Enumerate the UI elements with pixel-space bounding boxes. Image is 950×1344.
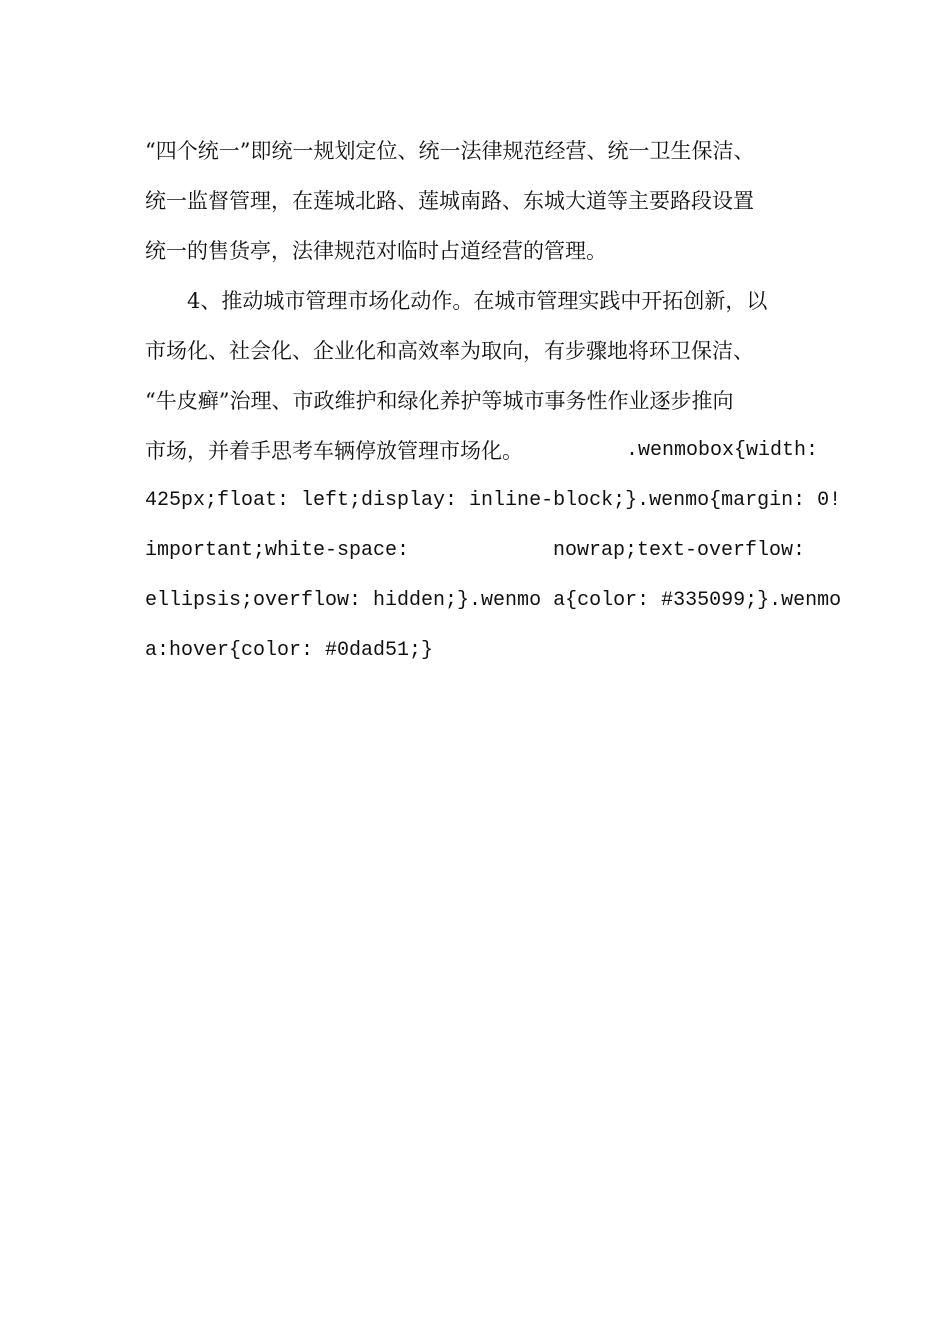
css-text-line-5: a:hover{color: #0dad51;} xyxy=(145,639,434,662)
css-text-line-3 xyxy=(145,537,805,565)
paragraph-2-line-2: 市场化、社会化、企业化和高效率为取向，有步骤地将环卫保洁、 xyxy=(145,339,754,363)
css-text-line-4: ellipsis;overflow: hidden;}.wenmo a{color: #335099;}.wenmo xyxy=(145,589,842,612)
paragraph-2-line-4 xyxy=(145,437,523,465)
css-text-line-3b: nowrap;text-overflow: xyxy=(552,539,805,562)
css-text-line-3a: important;white-space: xyxy=(145,539,410,562)
paragraph-2-line-3: “牛皮癣”治理、市政维护和绿化养护等城市事务性作业逐步推向 xyxy=(145,389,734,413)
paragraph-line-1: “四个统一”即统一规划定位、统一法律规范经营、统一卫生保洁、 xyxy=(145,139,755,163)
paragraph-line-3: 统一的售货亭，法律规范对临时占道经营的管理。 xyxy=(145,239,607,263)
css-text-line-1: .wenmobox{width: xyxy=(626,439,819,462)
paragraph-line-2: 统一监督管理，在莲城北路、莲城南路、东城大道等主要路段设置 xyxy=(145,189,754,213)
paragraph-2-line-4-text: 市场，并着手思考车辆停放管理市场化。 xyxy=(145,439,523,463)
css-text-line-2: 425px;float: left;display: inline-block;}.wenmo{margin: 0! xyxy=(145,489,842,512)
paragraph-2-line-1: 4、推动城市管理市场化动作。在城市管理实践中开拓创新，以 xyxy=(187,289,768,313)
